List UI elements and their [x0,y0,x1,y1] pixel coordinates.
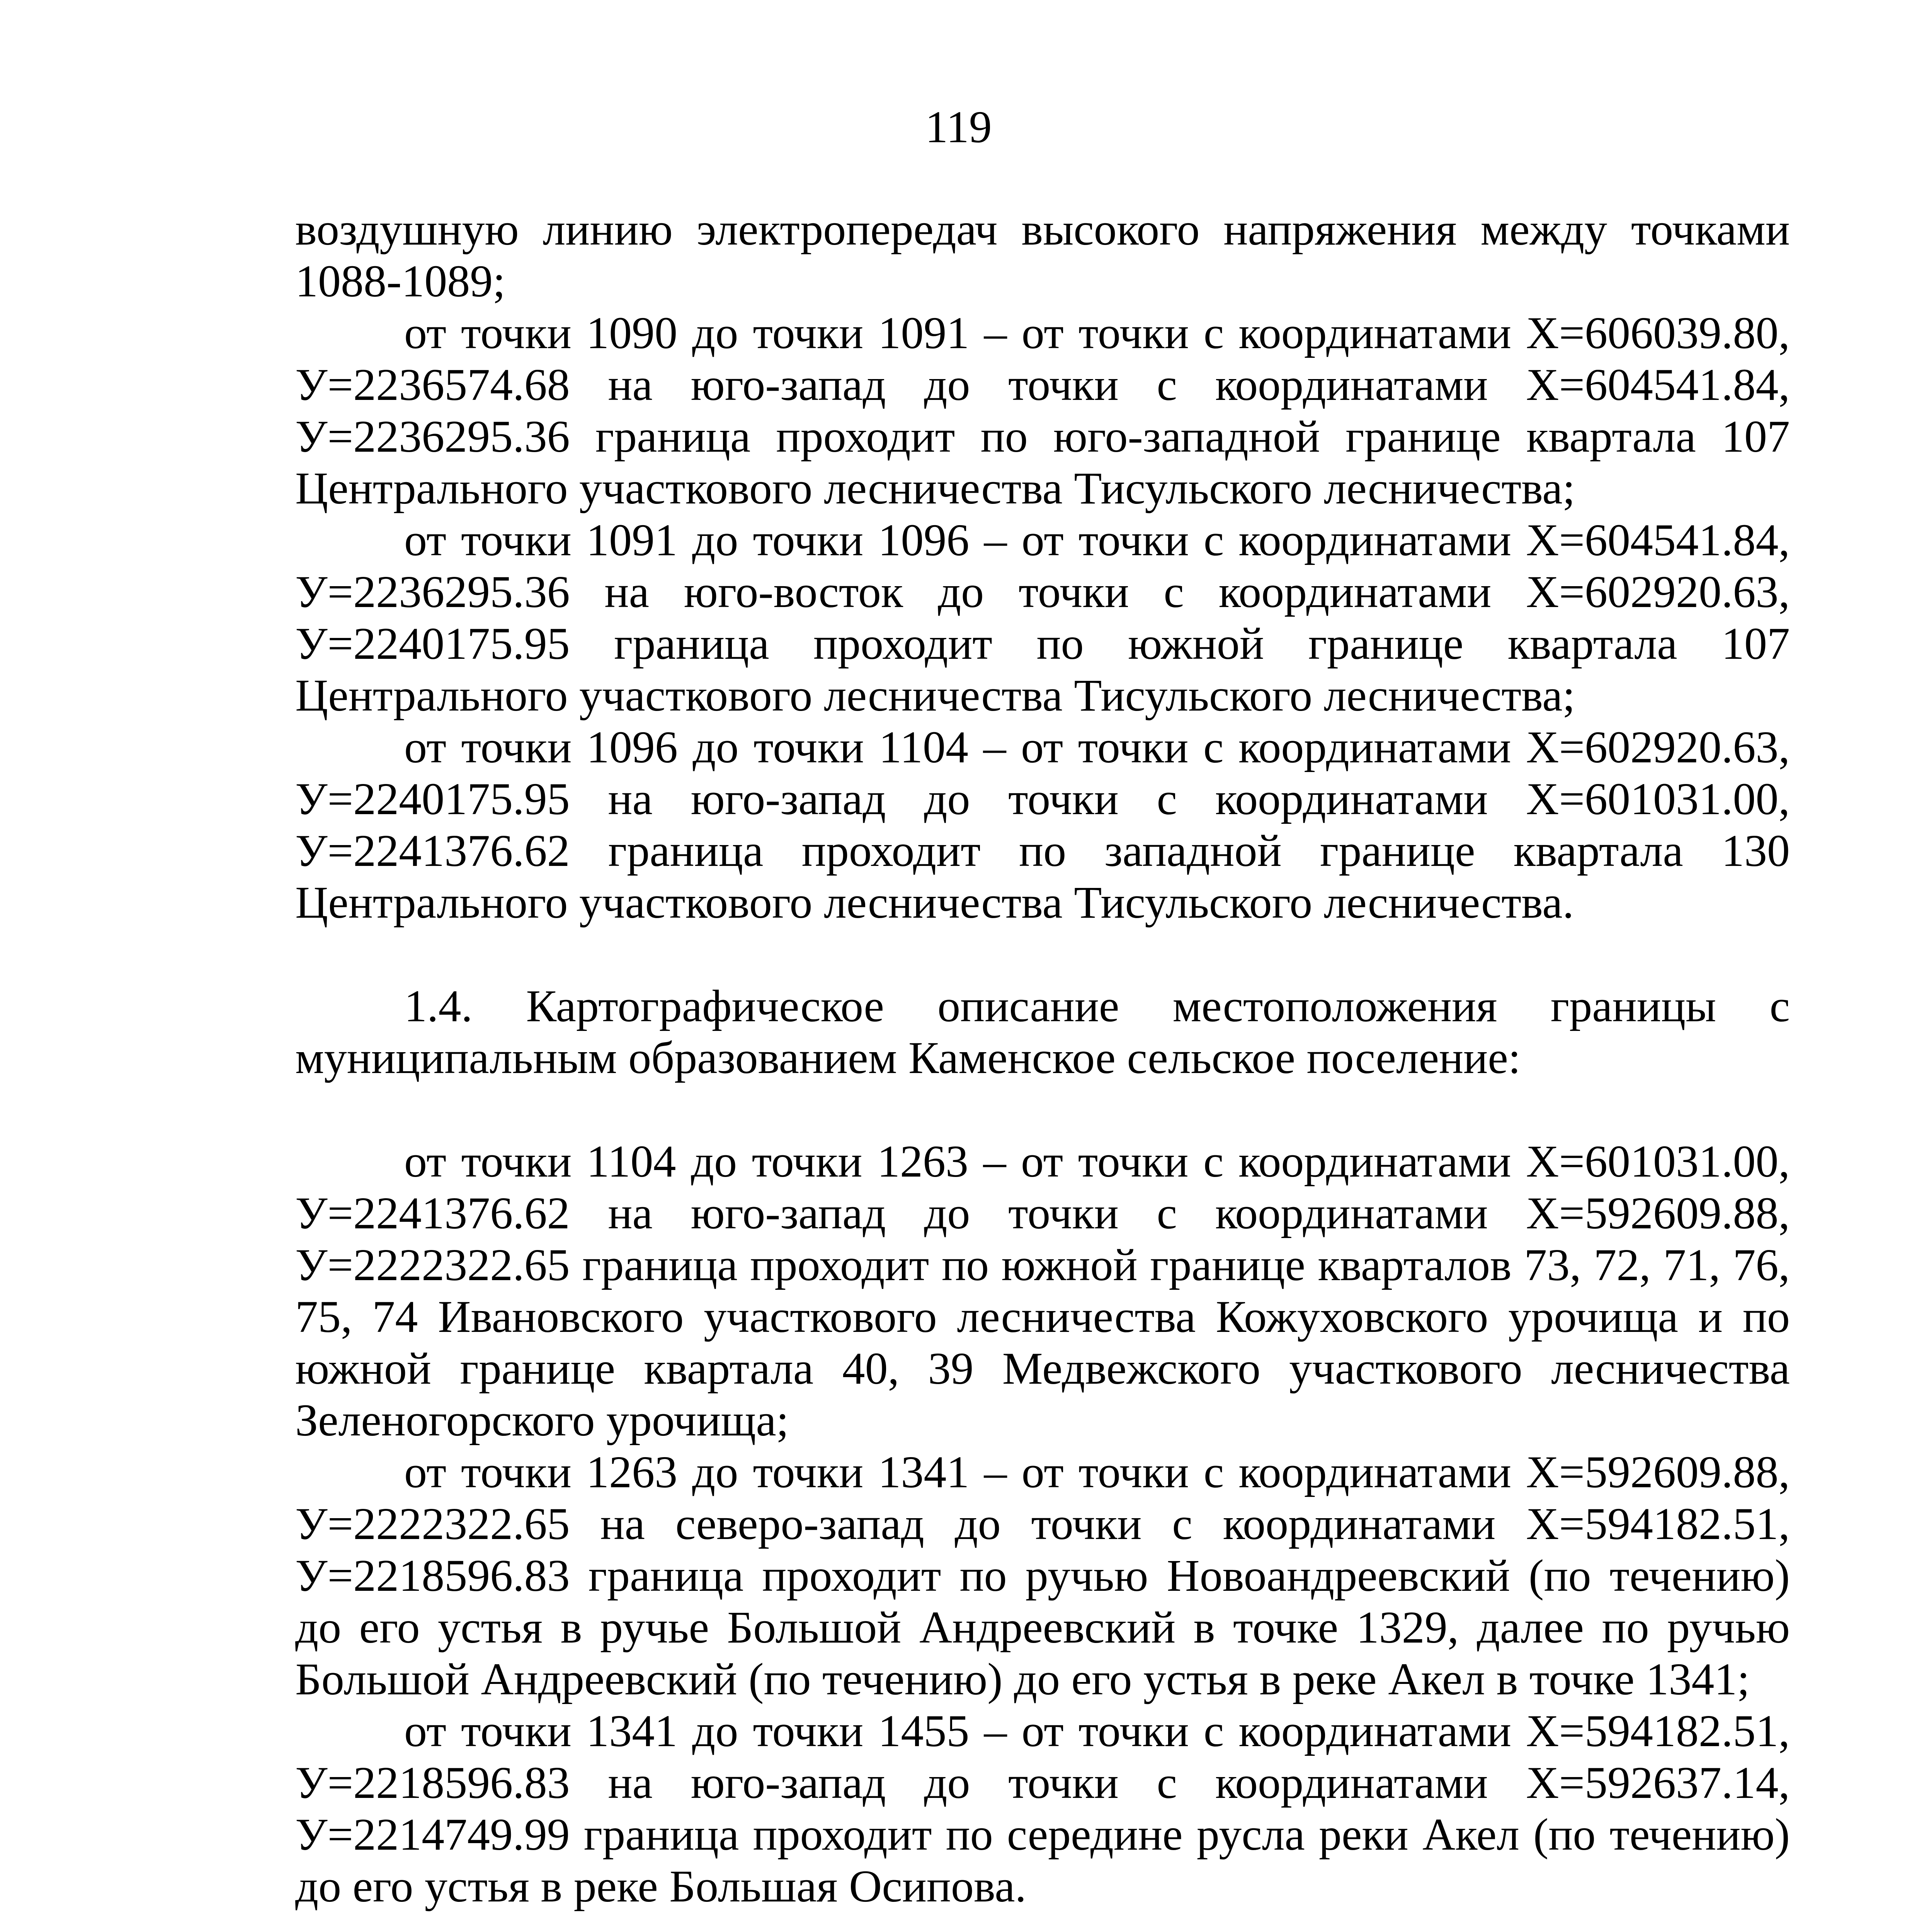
paragraph-segment-1341-1455: от точки 1341 до точки 1455 – от точки с координатами Х=594182.51, У=2218596.83 на юго-запад до точки с координатами Х=592637.14, У=2214749.99 граница проходит по середине русла реки Акел (по течению) до его устья в реке Большая Осипова. [295,1706,1790,1912]
document-body [295,204,1790,1932]
paragraph-continuation: воздушную линию электропередач высокого напряжения между точками 1088-1089; [295,204,1790,306]
page-number: 119 [925,102,992,152]
paragraph-segment-1090-1091: от точки 1090 до точки 1091 – от точки с координатами Х=606039.80, У=2236574.68 на юго-запад до точки с координатами Х=604541.84, У=2236295.36 граница проходит по юго-западной границе квартала 107 Центрального участкового лесничества Тисульского лесничества; [295,308,1790,514]
paragraph-segment-1096-1104: от точки 1096 до точки 1104 – от точки с координатами Х=602920.63, У=2240175.95 на юго-запад до точки с координатами Х=601031.00, У=2241376.62 граница проходит по западной границе квартала 130 Центрального участкового лесничества Тисульского лесничества. [295,722,1790,928]
paragraph-segment-1263-1341: от точки 1263 до точки 1341 – от точки с координатами Х=592609.88, У=2222322.65 на северо-запад до точки с координатами Х=594182.51, У=2218596.83 граница проходит по ручью Новоандреевский (по течению) до его устья в ручье Большой Андреевский в точке 1329, далее по ручью Большой Андреевский (по течению) до его устья в реке Акел в точке 1341; [295,1447,1790,1704]
paragraph-segment-1104-1263: от точки 1104 до точки 1263 – от точки с координатами Х=601031.00, У=2241376.62 на юго-запад до точки с координатами Х=592609.88, У=2222322.65 граница проходит по южной границе кварталов 73, 72, 71, 76, 75, 74 Ивановского участкового лесничества Кожуховского урочища и по южной границе квартала 40, 39 Медвежского участкового лесничества Зеленогорского урочища; [295,1136,1790,1446]
paragraph-segment-1091-1096: от точки 1091 до точки 1096 – от точки с координатами Х=604541.84, У=2236295.36 на юго-восток до точки с координатами Х=602920.63, У=2240175.95 граница проходит по южной границе квартала 107 Центрального участкового лесничества Тисульского лесничества; [295,515,1790,721]
section-heading-1-4: 1.4. Картографическое описание местоположения границы с муниципальным образованием Каменское сельское поселение: [295,981,1790,1083]
